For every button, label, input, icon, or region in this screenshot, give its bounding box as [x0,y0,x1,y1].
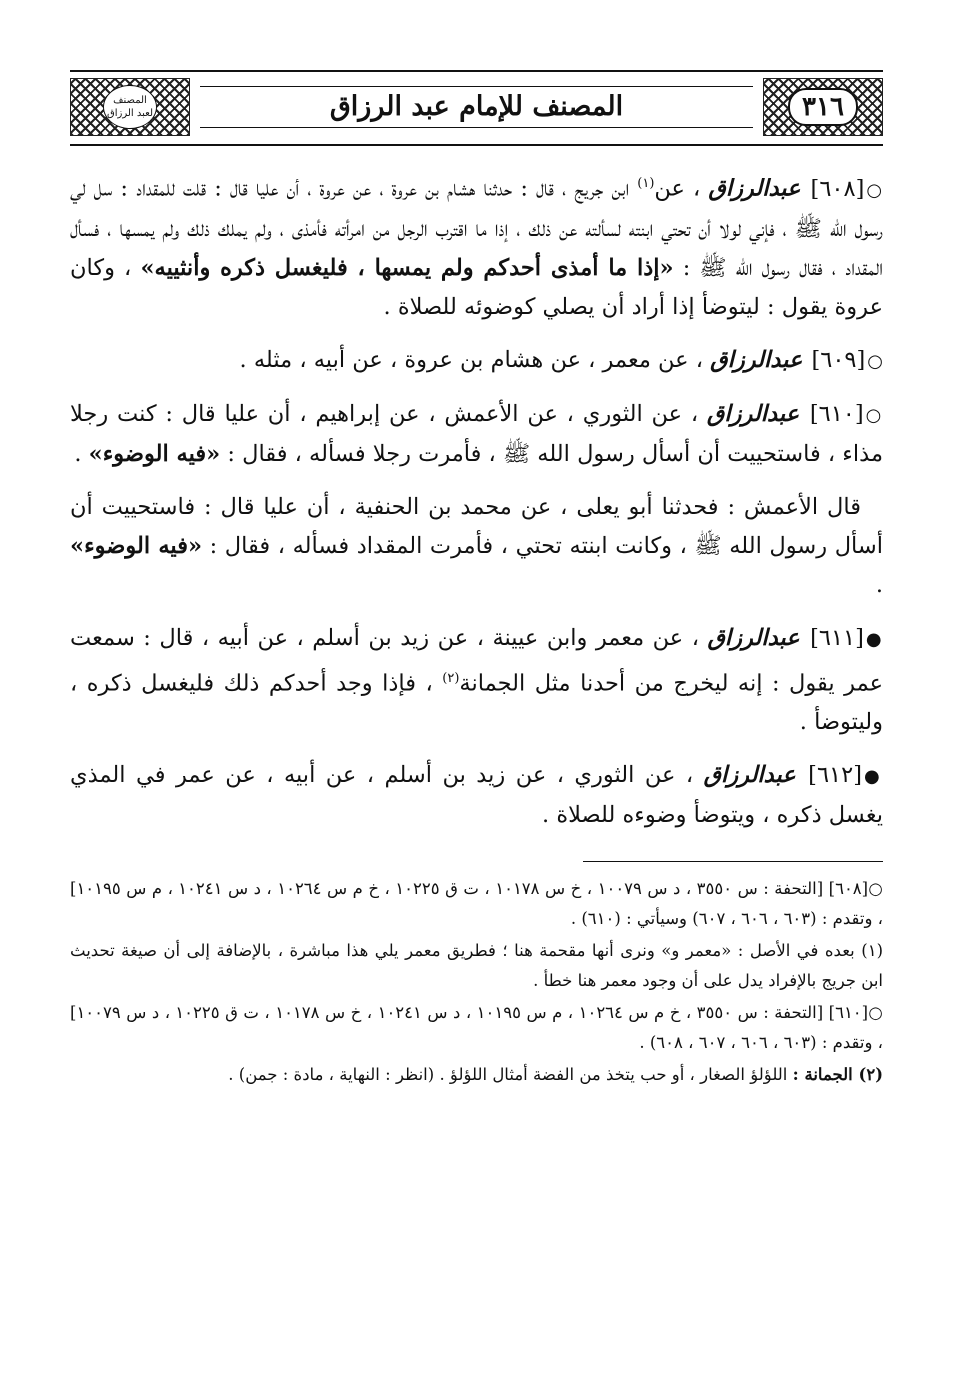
header-ornament-left [70,78,190,136]
footnote-2 [70,1060,883,1090]
entry-text: . [875,571,883,598]
entry-text: قال الأعمش : فحدثنا أبو يعلى ، عن محمد بن الحنفية ، أن عليا قال : فاستحييت أن أسأل رسول الله ﷺ ، وكانت ابنته تحتي ، فأمرت المقداد فسأله ، فقال : [70,493,884,559]
footnotes [70,874,883,1090]
entry-text: ، عن [654,175,701,202]
main-text [70,164,883,835]
hadith-entry-610 [70,395,883,474]
hadith-quote: «إذا ما أمذى أحدكم ولم يمسها ، فليغسل ذكره وأنثييه» [140,254,674,281]
entry-text: ، وكان عروة يقول : ليتوضأ إذا أراد أن يصلي كوضوئه للصلاة . [70,254,883,320]
footnote-1: (١) بعده في الأصل : «معمر و» ونرى أنها مقحمة هنا ؛ فطريق معمر يلي هذا مباشرة ، بالإضافة إلى أن صيغة تحديث ابن جريج بالإفراد يدل على أن وجود معمر هنا خطأ . [70,941,883,990]
footnote-term: (٢) الجمانة : [792,1065,883,1084]
entry-text: ابن جريج ، قال : حدثنا هشام بن عروة ، عن عروة ، أن عليا قال : قلت للمقداد : سل لي رسول الله ﷺ ، فإني لولا أن تحتي ابنته لسألته عن ذلك ، إذا ما اقترب الرجل من امرأته فأمذى ، ولم يملك ذلك ولم يمسها ، فسأل المقداد ، فقال رسول الله ﷺ : [70,175,884,281]
hadith-entry-608 [70,164,883,327]
footnote-divider [583,861,883,862]
book-title: المصنف للإمام عبد الرزاق [200,86,753,128]
entry-text: ، فإذا وجد أحدكم ذلك فليغسل ذكره ، وليتوضأ . [70,670,883,735]
entry-number: [٦١٠] [809,400,864,427]
hadith-entry-612 [70,756,883,835]
footnote-ref[interactable]: (٢) [442,670,460,686]
entry-text: ، عن معمر وابن عيينة ، عن زيد بن أسلم ، عن أبيه ، قال : سمعت عمر يقول : إنه ليخرج من أحدنا مثل الجمانة [70,624,883,696]
entry-number: [٦١١] [810,624,864,651]
entry-source: عبدالرزاق [706,400,800,427]
entry-number: [٦١٢] [808,762,862,788]
footnote-text: اللؤلؤ الصغار ، أو حب يتخذ من الفضة أمثال اللؤلؤ . (انظر : النهاية ، مادة : جمن) . [228,1065,788,1084]
entry-text: ، عن معمر ، عن هشام بن عروة ، عن أبيه ، مثله . [239,346,704,373]
hadith-entry-609 [70,341,883,381]
page-header [70,70,883,146]
continuation-paragraph [70,488,883,605]
entry-number: [٦٠٨] [810,175,865,202]
page-number: ٣١٦ [788,88,858,126]
entry-text: . [74,440,82,467]
entry-text: ، عن الثوري ، عن زيد بن أسلم ، عن أبيه ، عن عمر في المذي يغسل ذكره ، ويتوضأ وضوءه للصلاة . [70,762,883,828]
entry-marker: ○ [865,404,884,426]
hadith-quote: «فيه الوضوء» [70,532,203,559]
entry-text: ، عن الثوري ، عن الأعمش ، عن إبراهيم ، أن عليا قال : كنت رجلا مذاء ، فاستحييت أن أسأل رسول الله ﷺ ، فأمرت رجلا فسأله ، فقال : [70,400,883,467]
hadith-quote: «فيه الوضوء» [88,440,221,467]
footnote-610: ○[٦١٠] [التحفة : س ٣٥٥٠ ، خ م س ١٠٢٦٤ ، م س ١٠١٩٥ ، د س ١٠٢٤١ ، خ س ١٠١٧٨ ، ت ق ١٠٢٢٥ ، د س ١٠٠٧٩] ، وتقدم : (٦٠٣ ، ٦٠٦ ، ٦٠٧ ، ٦٠٨) . [70,1003,883,1052]
entry-marker: ○ [867,350,883,372]
entry-source: عبدالرزاق [708,175,801,202]
footnote-608: ○[٦٠٨] [التحفة : س ٣٥٥٠ ، د س ١٠٠٧٩ ، خ س ١٠١٧٨ ، ت ق ١٠٢٢٥ ، خ م س ١٠٢٦٤ ، د س ١٠٢٤١ ، م س ١٠١٩٥] ، وتقدم : (٦٠٣ ، ٦٠٦ ، ٦٠٧) وسيأتي : (٦١٠) . [70,879,883,928]
entry-marker: ● [865,628,883,650]
entry-source: عبدالرزاق [707,624,800,651]
entry-number: [٦٠٩] [811,346,866,373]
entry-source: عبدالرزاق [703,762,796,788]
entry-marker: ○ [866,179,883,201]
footnote-ref[interactable]: (١) [637,176,655,191]
book-emblem: المصنف لعبد الرزاق [103,85,157,129]
entry-source: عبدالرزاق [710,346,803,373]
page [70,70,883,1341]
hadith-entry-611 [70,619,883,743]
entry-marker: ● [863,766,883,787]
header-ornament-right [763,78,883,136]
